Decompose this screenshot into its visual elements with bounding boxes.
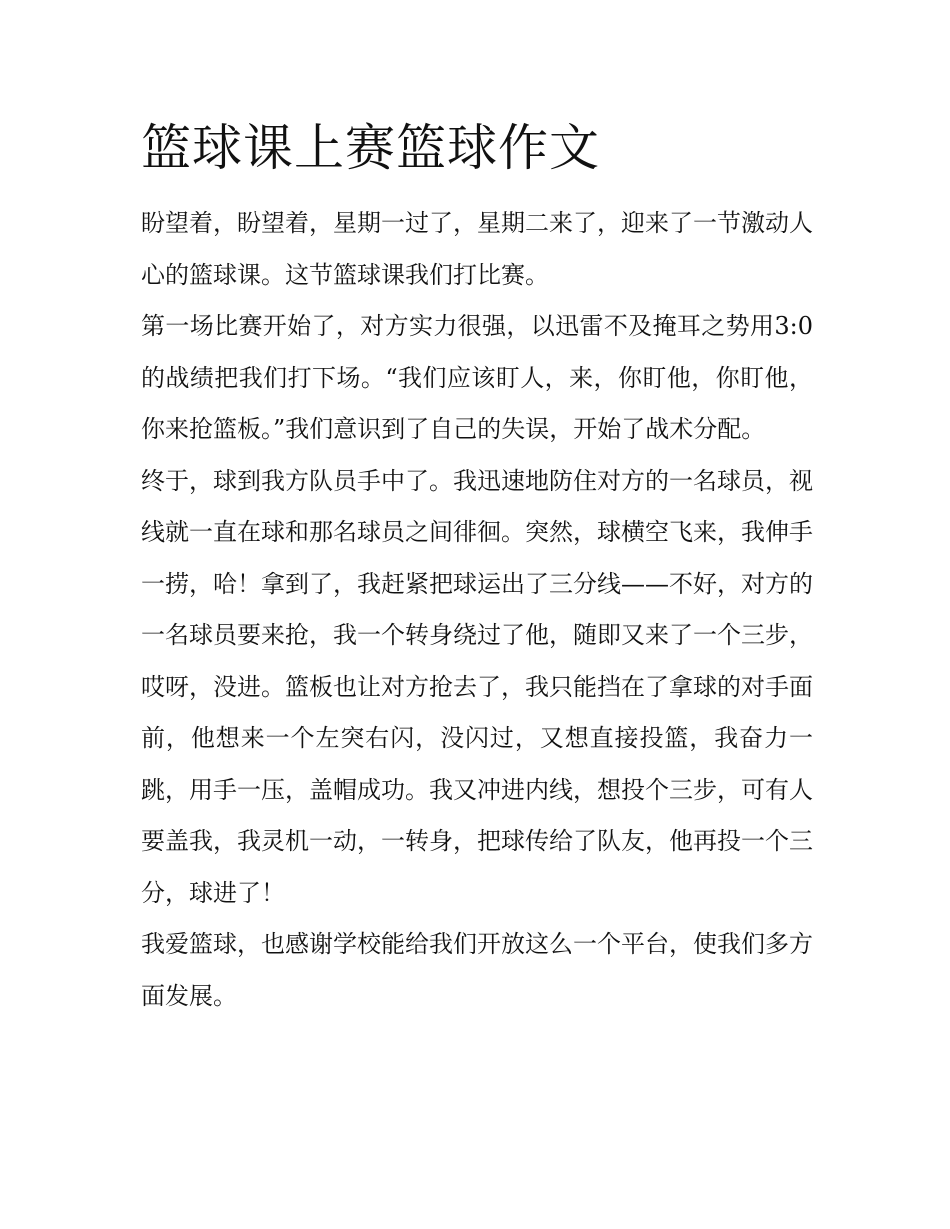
- paragraph-game-action: 终于，球到我方队员手中了。我迅速地防住对方的一名球员，视线就一直在球和那名球员之间徘徊。突然，球横空飞来，我伸手一捞，哈！拿到了，我赶紧把球运出了三分线——不好，对方的一名球员要来抢，我一个转身绕过了他，随即又来了一个三步，哎呀，没进。篮板也让对方抢去了，我只能挡在了拿球的对手面前，他想来一个左突右闪，没闪过，又想直接投篮，我奋力一跳，用手一压，盖帽成功。我又冲进内线，想投个三步，可有人要盖我，我灵机一动，一转身，把球传给了队友，他再投一个三分，球进了！: [141, 466, 813, 907]
- paragraph-intro: 盼望着，盼望着，星期一过了，星期二来了，迎来了一节激动人心的篮球课。这节篮球课我们打比赛。: [141, 209, 813, 289]
- document-body: [141, 112, 813, 1022]
- paragraph-conclusion: 我爱篮球，也感谢学校能给我们开放这么一个平台，使我们多方面发展。: [141, 930, 813, 1010]
- paragraph-first-game: 第一场比赛开始了，对方实力很强，以迅雷不及掩耳之势用3:0的战绩把我们打下场。“我们应该盯人，来，你盯他，你盯他，你来抢篮板。”我们意识到了自己的失误，开始了战术分配。: [141, 312, 813, 443]
- document-title: 篮球课上赛篮球作文: [141, 119, 600, 177]
